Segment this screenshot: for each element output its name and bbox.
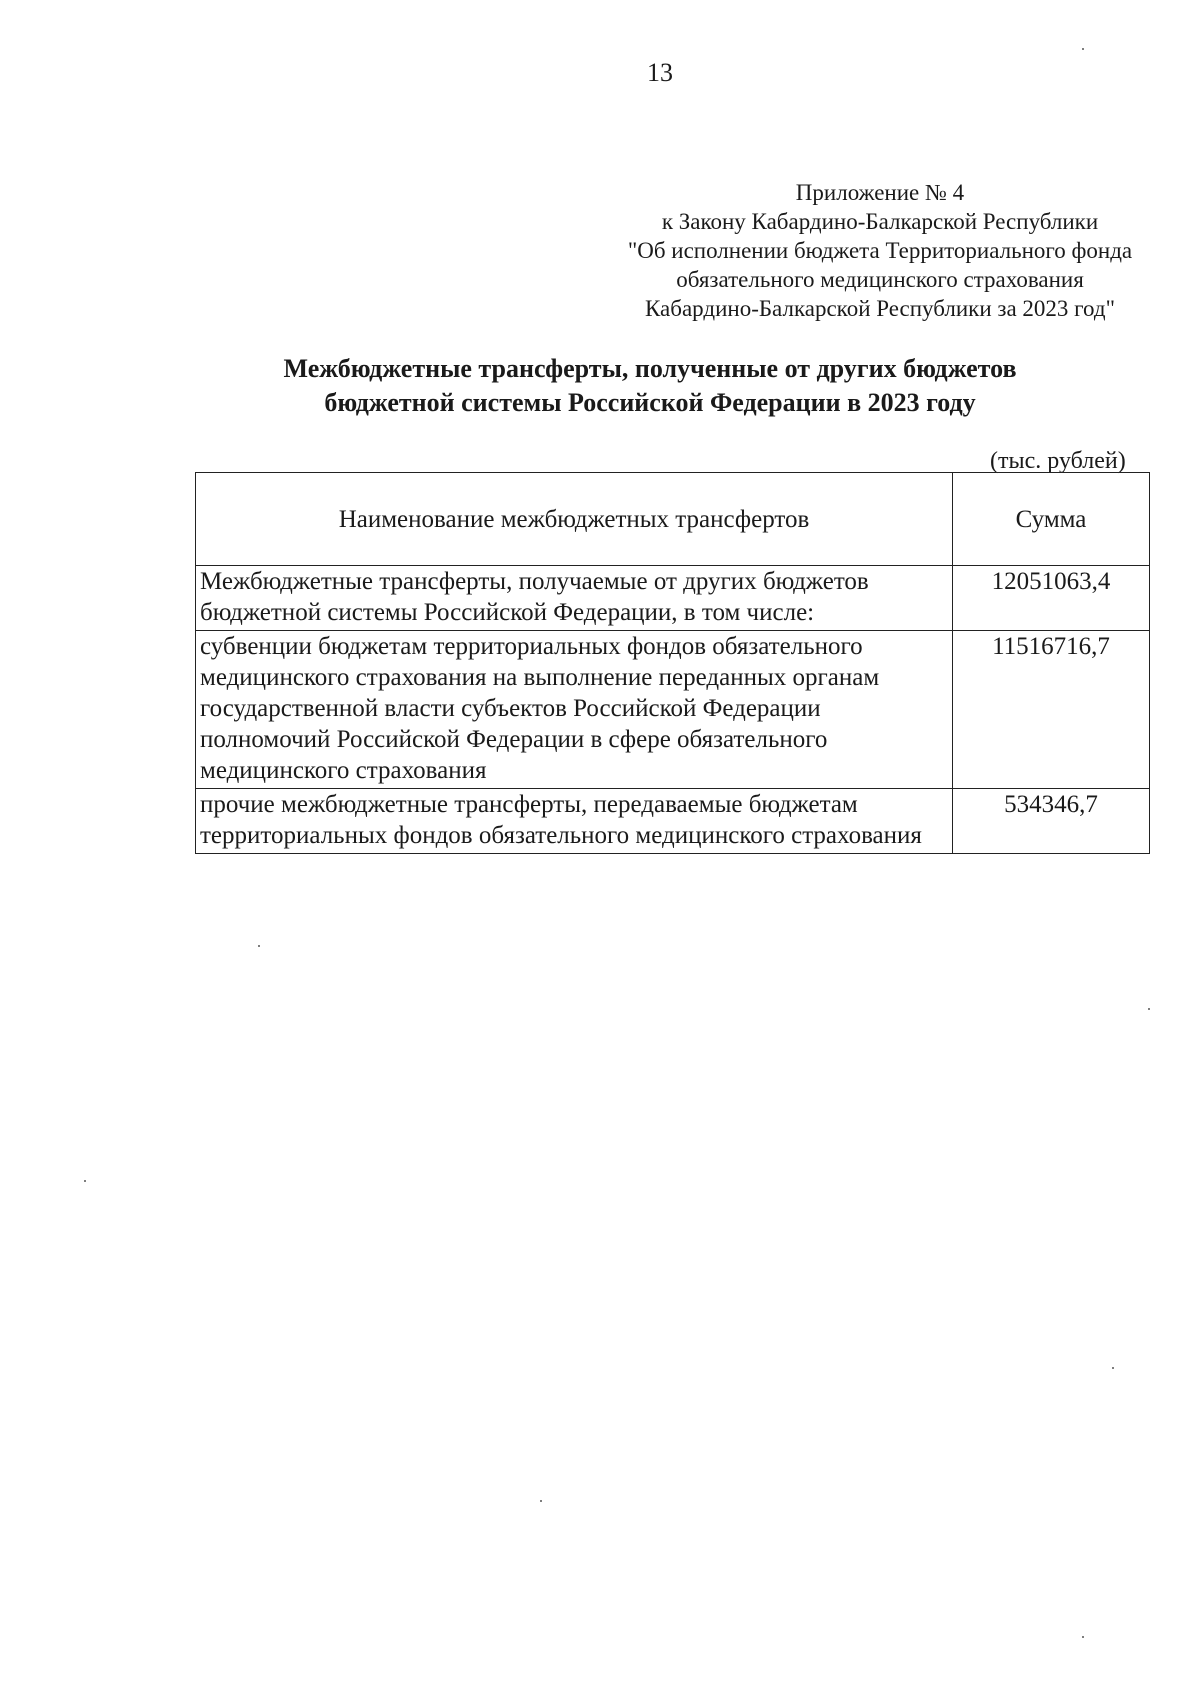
- scan-speck: [258, 945, 260, 947]
- units-label: (тыс. рублей): [990, 448, 1126, 474]
- table-row: [196, 631, 1150, 789]
- scan-speck: [1148, 1008, 1150, 1010]
- transfer-amount: 534346,7: [953, 789, 1150, 854]
- column-header-name: Наименование межбюджетных трансфертов: [196, 473, 953, 566]
- scan-speck: [540, 1500, 542, 1502]
- transfer-name: Межбюджетные трансферты, получаемые от других бюджетов бюджетной системы Российской Федерации, в том числе:: [196, 566, 953, 631]
- scan-speck: [1082, 1636, 1084, 1638]
- document-title: [200, 352, 1100, 420]
- appendix-line: "Об исполнении бюджета Территориального фонда: [627, 238, 1133, 263]
- title-line: Межбюджетные трансферты, полученные от других бюджетов: [283, 354, 1017, 383]
- scan-speck: [1112, 1367, 1114, 1369]
- scan-speck: [1082, 48, 1084, 50]
- appendix-block: [600, 178, 1160, 323]
- table-header-row: [196, 473, 1150, 566]
- table-row: [196, 789, 1150, 854]
- transfer-name: субвенции бюджетам территориальных фондов обязательного медицинского страхования на выполнение переданных органам государственной власти субъектов Российской Федерации полномочий Российской Федерации в сфере обязательного медицинского страхования: [196, 631, 953, 789]
- appendix-line: Приложение № 4: [795, 180, 965, 205]
- appendix-line: Кабардино-Балкарской Республики за 2023 год": [645, 296, 1115, 321]
- page-number: 13: [647, 58, 673, 87]
- appendix-line: обязательного медицинского страхования: [676, 267, 1084, 292]
- transfer-amount: 12051063,4: [953, 566, 1150, 631]
- transfers-table: [195, 472, 1150, 854]
- table-row: [196, 566, 1150, 631]
- scan-speck: [84, 1180, 86, 1182]
- title-line: бюджетной системы Российской Федерации в 2023 году: [324, 388, 976, 417]
- transfer-amount: 11516716,7: [953, 631, 1150, 789]
- appendix-line: к Закону Кабардино-Балкарской Республики: [661, 209, 1099, 234]
- transfer-name: прочие межбюджетные трансферты, передаваемые бюджетам территориальных фондов обязательного медицинского страхования: [196, 789, 953, 854]
- column-header-amount: Сумма: [953, 473, 1150, 566]
